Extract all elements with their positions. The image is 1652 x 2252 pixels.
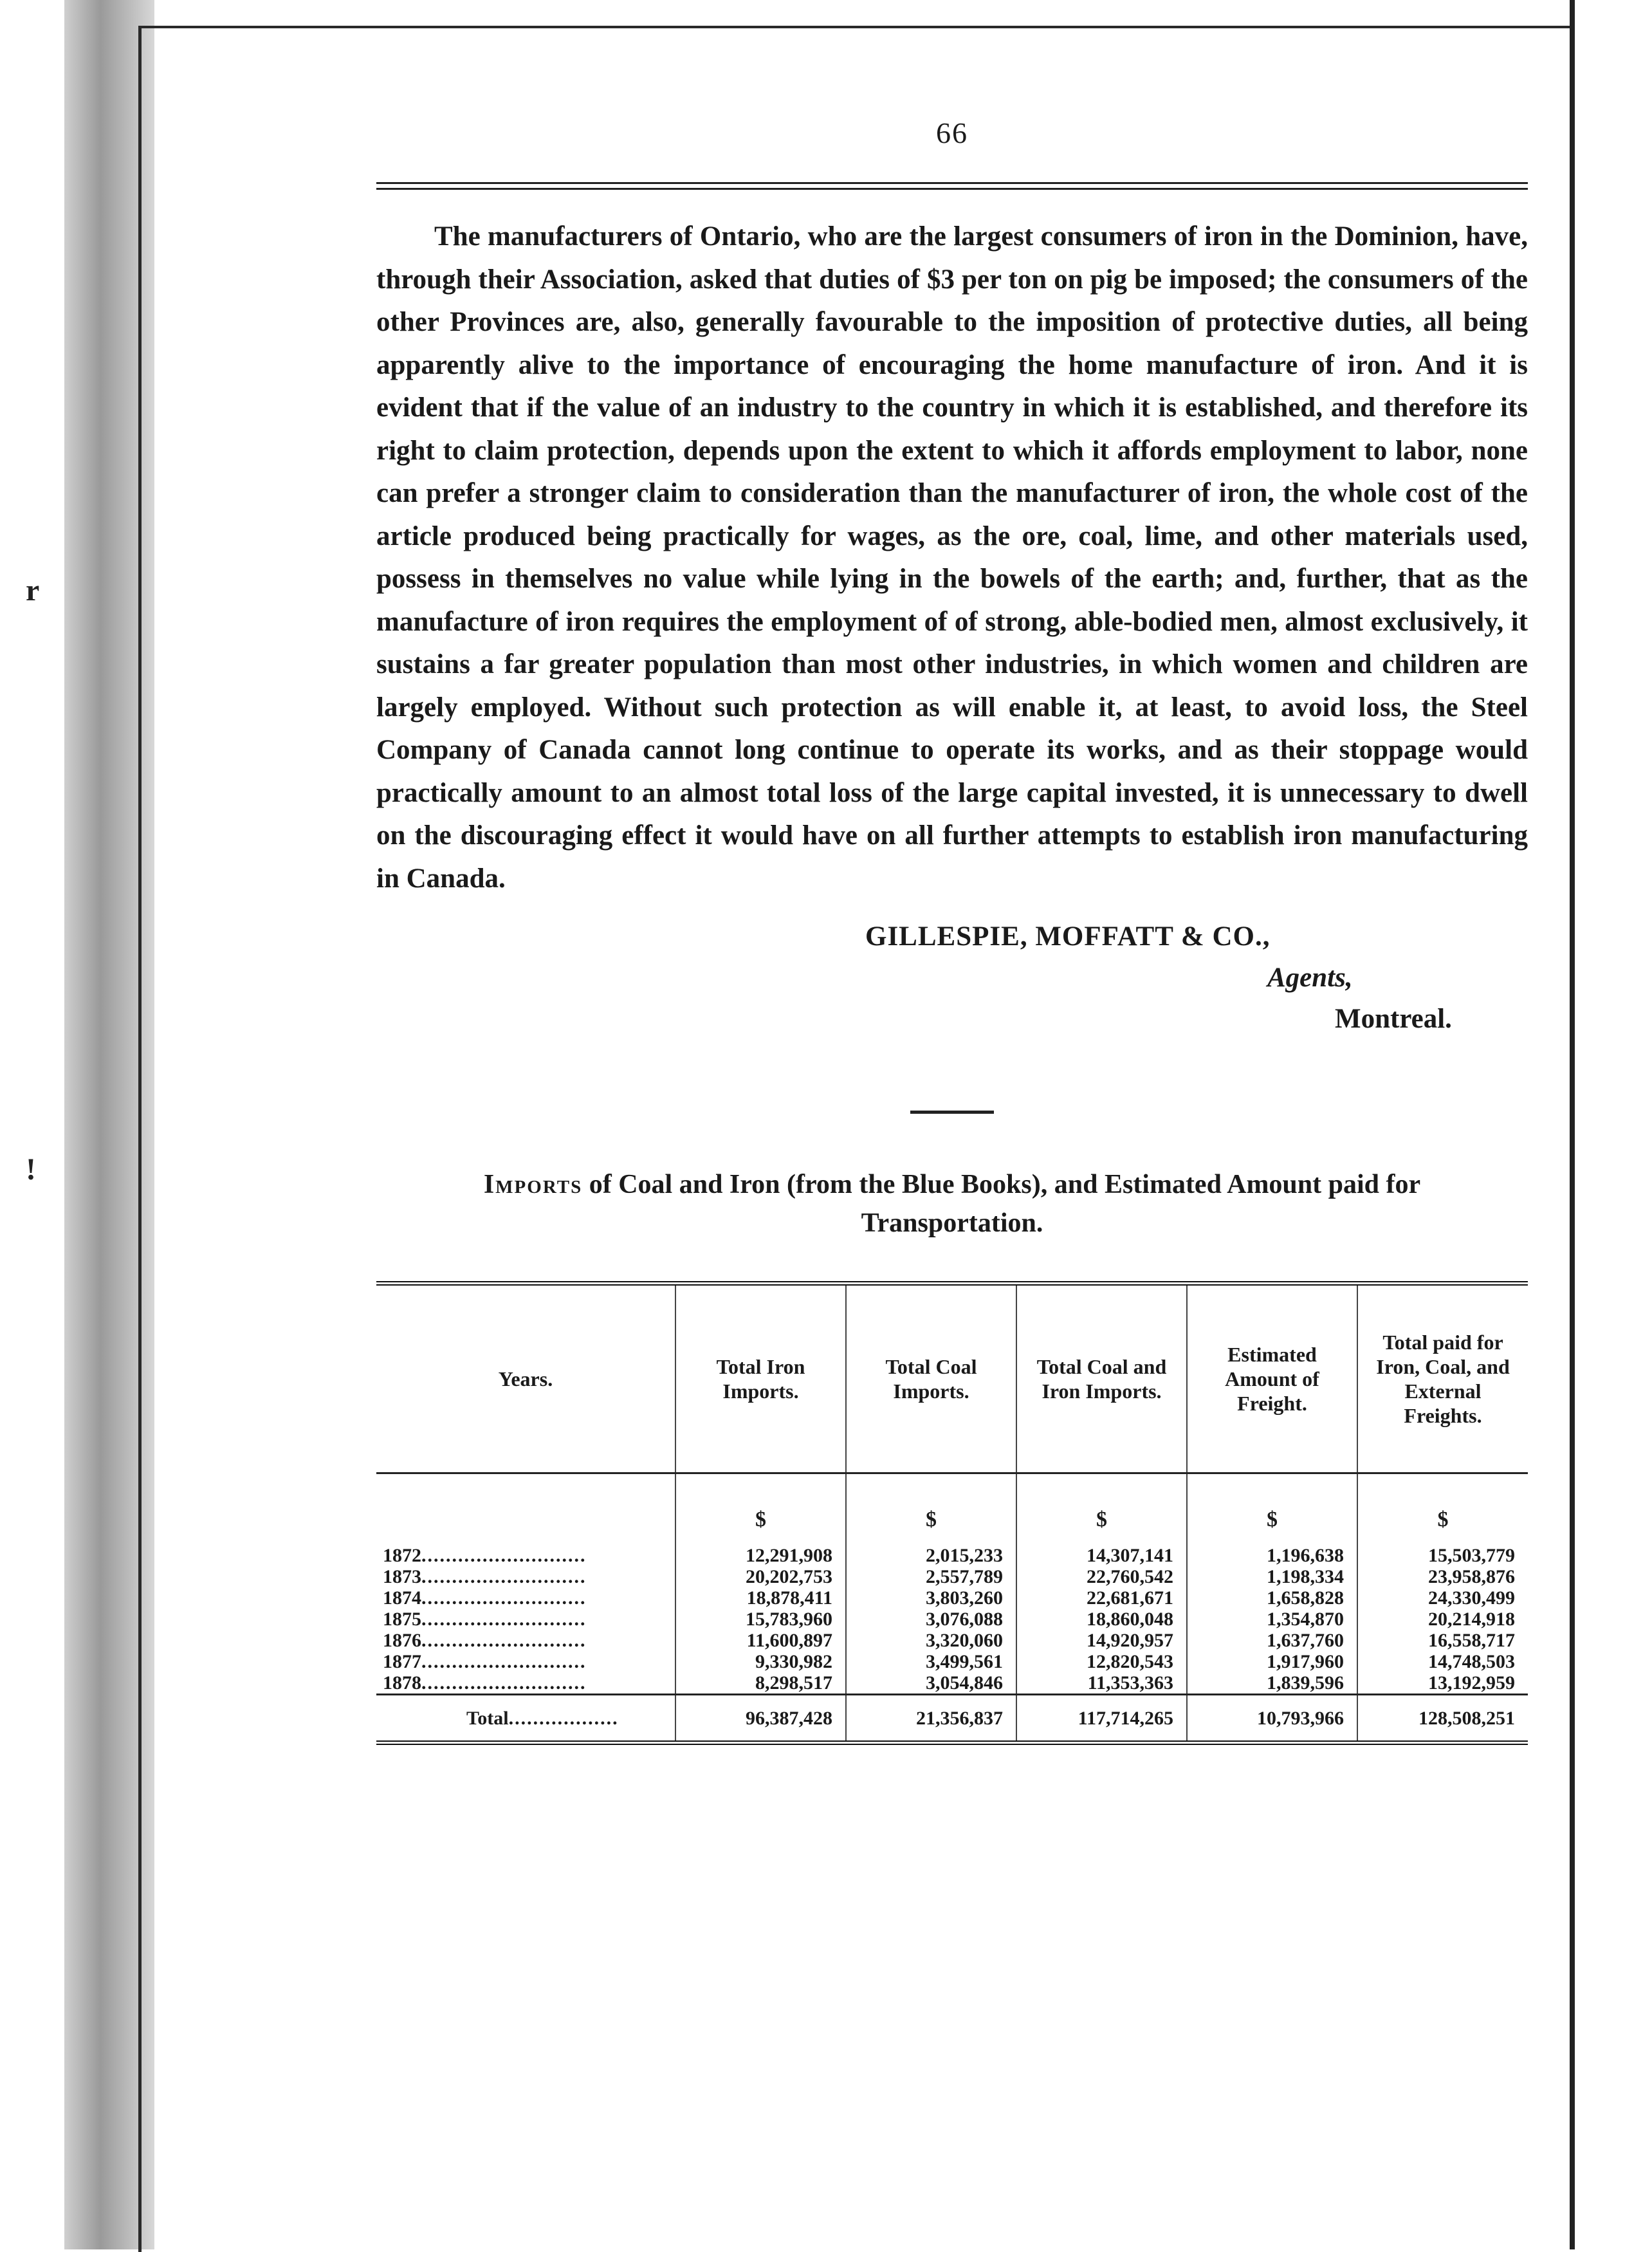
margin-mark: ! — [26, 1152, 36, 1186]
freight-cell: 1,917,960 — [1187, 1651, 1357, 1672]
signature-firm: GILLESPIE, MOFFATT & CO., — [865, 921, 1271, 952]
total-iron: 96,387,428 — [675, 1695, 846, 1743]
iron-cell: 18,878,411 — [675, 1587, 846, 1609]
combined-cell: 22,760,542 — [1016, 1566, 1187, 1587]
iron-cell: 20,202,753 — [675, 1566, 846, 1587]
combined-cell: 14,920,957 — [1016, 1630, 1187, 1651]
combined-cell: 11,353,363 — [1016, 1672, 1187, 1695]
signature-block — [376, 916, 1528, 1040]
iron-cell: 9,330,982 — [675, 1651, 846, 1672]
total-cell: 16,558,717 — [1357, 1630, 1528, 1651]
header-years: Years. — [376, 1284, 675, 1473]
combined-cell: 18,860,048 — [1016, 1609, 1187, 1630]
dot-leader: ........................... — [421, 1545, 587, 1566]
combined-cell: 14,307,141 — [1016, 1545, 1187, 1566]
coal-cell: 3,076,088 — [846, 1609, 1016, 1630]
year-value: 1874 — [383, 1587, 421, 1609]
dot-leader: ........................... — [421, 1566, 587, 1587]
header-rule — [376, 182, 1528, 190]
total-freight: 10,793,966 — [1187, 1695, 1357, 1743]
signature-city: Montreal. — [1335, 1004, 1452, 1034]
currency-mark: $ — [675, 1473, 846, 1546]
year-cell — [376, 1545, 675, 1566]
total-cell: 23,958,876 — [1357, 1566, 1528, 1587]
total-label: Total — [466, 1707, 509, 1729]
imports-table — [376, 1281, 1528, 1745]
next-page-edge — [1570, 0, 1575, 2249]
table-row — [376, 1609, 1528, 1630]
currency-row — [376, 1473, 1528, 1546]
year-cell — [376, 1630, 675, 1651]
dot-leader: ........................... — [421, 1651, 587, 1672]
dot-leader: ........................... — [421, 1630, 587, 1651]
table-row — [376, 1651, 1528, 1672]
year-value: 1873 — [383, 1566, 421, 1587]
coal-cell: 2,015,233 — [846, 1545, 1016, 1566]
freight-cell: 1,658,828 — [1187, 1587, 1357, 1609]
year-cell — [376, 1587, 675, 1609]
year-value: 1877 — [383, 1651, 421, 1672]
coal-cell: 3,803,260 — [846, 1587, 1016, 1609]
year-value: 1872 — [383, 1545, 421, 1566]
header-coal: Total Coal Imports. — [846, 1284, 1016, 1473]
total-combined: 117,714,265 — [1016, 1695, 1187, 1743]
body-text — [376, 216, 1528, 900]
total-total: 128,508,251 — [1357, 1695, 1528, 1743]
table-row — [376, 1630, 1528, 1651]
currency-mark: $ — [846, 1473, 1016, 1546]
freight-cell: 1,354,870 — [1187, 1609, 1357, 1630]
table-row — [376, 1672, 1528, 1695]
currency-mark: $ — [1357, 1473, 1528, 1546]
paragraph: The manufacturers of Ontario, who are the largest consumers of iron in the Dominion, have, through their Association, asked that duties of $3 per ton on pig be imposed; the consumers of the other Provinces are, also, generally favourable to the imposition of protective duties, all being apparently alive to the importance of encouraging the home manufacture of iron. And it is evident that if the value of an industry to the country in which it is established, and therefore its right to claim protection, depends upon the extent to which it affords employment to labor, none can prefer a stronger claim to consideration than the manufacturer of iron, the whole cost of the article produced being practically for wages, as the ore, coal, lime, and other materials used, possess in themselves no value while lying in the bowels of the earth; and, further, that as the manufacture of iron requires the employment of of strong, able-bodied men, almost exclusively, it sustains a far greater population than most other industries, in which women and children are largely employed. Without such protection as will enable it, at least, to avoid loss, the Steel Company of Canada cannot long continue to operate its works, and as their stoppage would practically amount to an almost total loss of the large capital invested, it is unnecessary to dwell on the discouraging effect it would have on all further attempts to establish iron manufacturing in Canada. — [376, 221, 1528, 894]
header-freight: Estimated Amount of Freight. — [1187, 1284, 1357, 1473]
freight-cell: 1,196,638 — [1187, 1545, 1357, 1566]
total-cell: 24,330,499 — [1357, 1587, 1528, 1609]
freight-cell: 1,198,334 — [1187, 1566, 1357, 1587]
currency-mark: $ — [1016, 1473, 1187, 1546]
margin-mark: r — [26, 573, 40, 607]
coal-cell: 2,557,789 — [846, 1566, 1016, 1587]
page-number: 66 — [936, 116, 968, 149]
year-value: 1876 — [383, 1630, 421, 1651]
coal-cell: 3,320,060 — [846, 1630, 1016, 1651]
total-cell: 15,503,779 — [1357, 1545, 1528, 1566]
section-divider — [910, 1111, 994, 1114]
table-row — [376, 1566, 1528, 1587]
dot-leader: ........................... — [421, 1587, 587, 1609]
total-cell: 14,748,503 — [1357, 1651, 1528, 1672]
table-row — [376, 1587, 1528, 1609]
currency-empty — [376, 1473, 675, 1546]
header-total: Total paid for Iron, Coal, and External Freights. — [1357, 1284, 1528, 1473]
year-cell — [376, 1672, 675, 1695]
total-cell: 20,214,918 — [1357, 1609, 1528, 1630]
freight-cell: 1,839,596 — [1187, 1672, 1357, 1695]
iron-cell: 11,600,897 — [675, 1630, 846, 1651]
dot-leader: ........................... — [421, 1672, 587, 1694]
coal-cell: 3,054,846 — [846, 1672, 1016, 1695]
currency-mark: $ — [1187, 1473, 1357, 1546]
table-title-rest: of Coal and Iron (from the Blue Books), and Estimated Amount paid for Transportation. — [589, 1170, 1421, 1238]
total-cell: 13,192,959 — [1357, 1672, 1528, 1695]
combined-cell: 12,820,543 — [1016, 1651, 1187, 1672]
table-title-lead: Imports — [483, 1170, 583, 1199]
total-coal: 21,356,837 — [846, 1695, 1016, 1743]
signature-role: Agents, — [1267, 963, 1353, 993]
year-value: 1878 — [383, 1672, 421, 1694]
iron-cell: 8,298,517 — [675, 1672, 846, 1695]
header-combined: Total Coal and Iron Imports. — [1016, 1284, 1187, 1473]
year-cell — [376, 1566, 675, 1587]
dot-leader: .................. — [508, 1707, 619, 1729]
document-page — [376, 103, 1528, 1745]
year-value: 1875 — [383, 1609, 421, 1630]
year-cell — [376, 1651, 675, 1672]
table-header-row — [376, 1284, 1528, 1473]
dot-leader: ........................... — [421, 1609, 587, 1630]
coal-cell: 3,499,561 — [846, 1651, 1016, 1672]
freight-cell: 1,637,760 — [1187, 1630, 1357, 1651]
total-row — [376, 1695, 1528, 1743]
year-cell — [376, 1609, 675, 1630]
table-title — [376, 1165, 1528, 1242]
table-row — [376, 1545, 1528, 1566]
iron-cell: 15,783,960 — [675, 1609, 846, 1630]
iron-cell: 12,291,908 — [675, 1545, 846, 1566]
header-iron: Total Iron Imports. — [675, 1284, 846, 1473]
total-label-cell — [376, 1695, 675, 1743]
combined-cell: 22,681,671 — [1016, 1587, 1187, 1609]
